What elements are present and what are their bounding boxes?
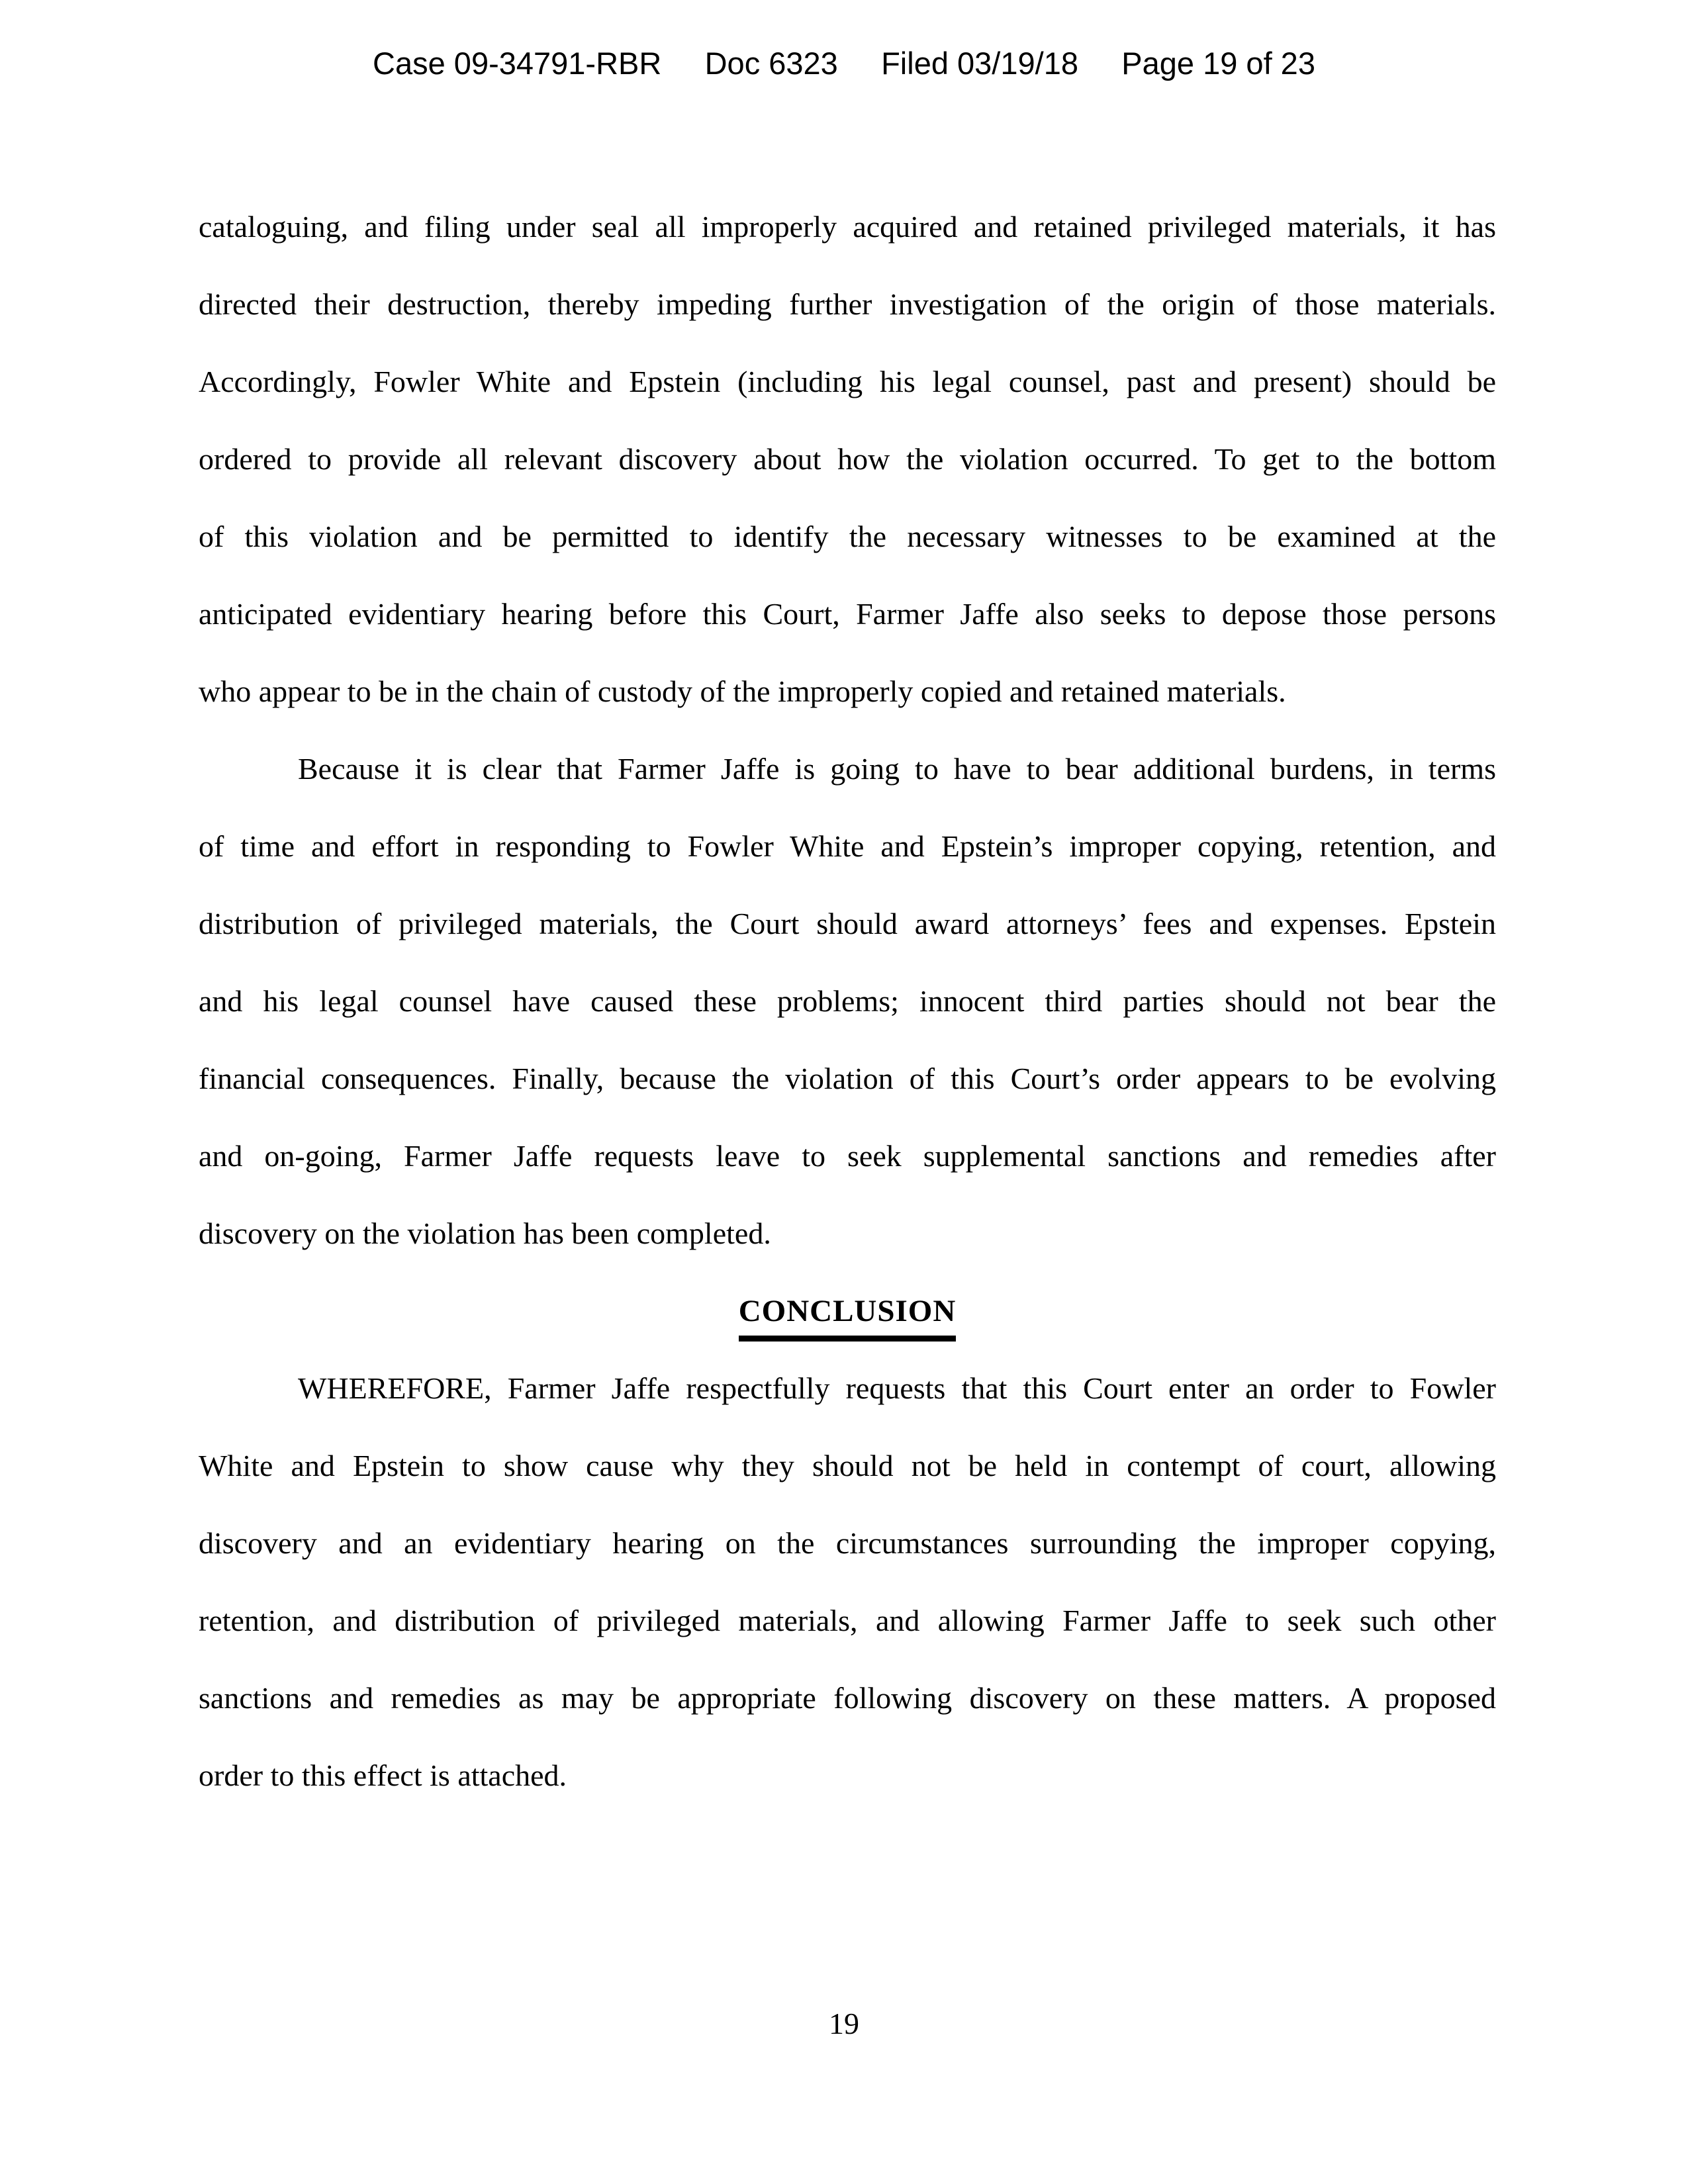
text-line: ordered to provide all relevant discovery about how the violation occurred. To get to the bottom	[199, 442, 1496, 476]
document-body	[199, 188, 1496, 1814]
text-line: retention, and distribution of privileged materials, and allowing Farmer Jaffe to seek such other	[199, 1604, 1496, 1637]
text-line: sanctions and remedies as may be appropriate following discovery on these matters. A proposed	[199, 1681, 1496, 1715]
text-line: of time and effort in responding to Fowler White and Epstein’s improper copying, retention, and	[199, 829, 1496, 863]
text-line: anticipated evidentiary hearing before this Court, Farmer Jaffe also seeks to depose those persons	[199, 597, 1496, 631]
text-line: and his legal counsel have caused these problems; innocent third parties should not bear the	[199, 984, 1496, 1018]
paragraph-continuation	[199, 188, 1496, 730]
text-line: and on-going, Farmer Jaffe requests leave to seek supplemental sanctions and remedies after	[199, 1139, 1496, 1173]
conclusion-heading-row	[199, 1272, 1496, 1349]
text-line: Because it is clear that Farmer Jaffe is going to have to bear additional burdens, in terms	[298, 752, 1496, 786]
text-line: discovery and an evidentiary hearing on the circumstances surrounding the improper copying,	[199, 1526, 1496, 1560]
paragraph-wherefore	[199, 1349, 1496, 1814]
text-line: WHEREFORE, Farmer Jaffe respectfully requests that this Court enter an order to Fowler	[298, 1371, 1496, 1405]
text-line: White and Epstein to show cause why they should not be held in contempt of court, allowing	[199, 1449, 1496, 1482]
text-line: of this violation and be permitted to identify the necessary witnesses to be examined at the	[199, 520, 1496, 553]
text-line: discovery on the violation has been completed.	[199, 1216, 771, 1250]
text-line: who appear to be in the chain of custody of the improperly copied and retained materials.	[199, 674, 1286, 708]
case-stamp-header: Case 09-34791-RBR Doc 6323 Filed 03/19/18 Page 19 of 23	[373, 46, 1315, 81]
conclusion-heading: CONCLUSION	[739, 1291, 957, 1342]
text-line: distribution of privileged materials, the Court should award attorneys’ fees and expenses. Epstein	[199, 907, 1496, 940]
text-line: order to this effect is attached.	[199, 1758, 567, 1792]
page-number: 19	[829, 2007, 859, 2040]
text-line: cataloguing, and filing under seal all improperly acquired and retained privileged materials, it has	[199, 210, 1496, 244]
text-line: financial consequences. Finally, because the violation of this Court’s order appears to be evolving	[199, 1062, 1496, 1095]
paragraph-because	[199, 730, 1496, 1272]
text-line: Accordingly, Fowler White and Epstein (including his legal counsel, past and present) should be	[199, 365, 1496, 398]
text-line: directed their destruction, thereby impeding further investigation of the origin of those materials.	[199, 287, 1496, 321]
